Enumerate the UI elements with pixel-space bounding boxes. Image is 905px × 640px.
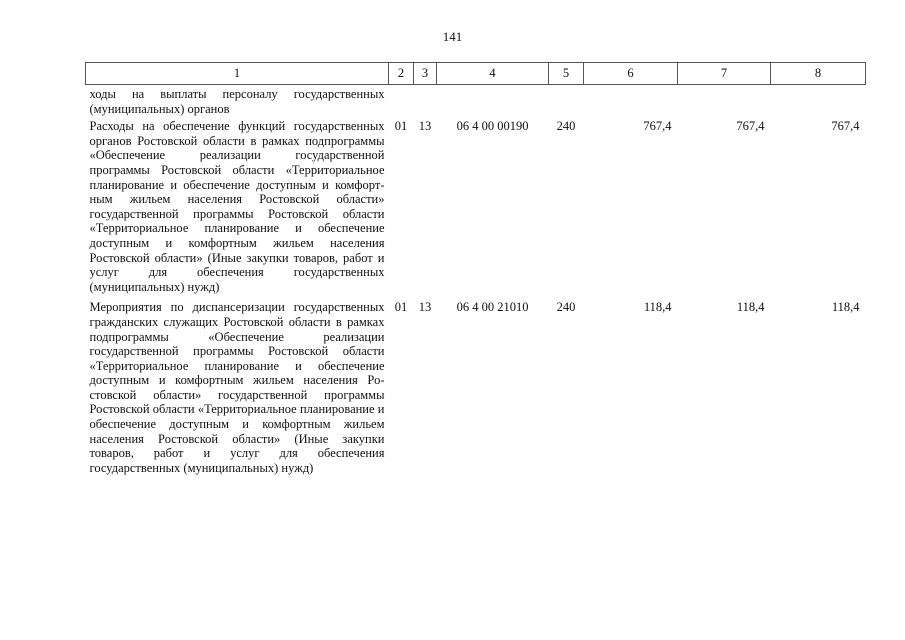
subsection-code: 13	[418, 119, 432, 134]
empty-cell	[584, 85, 678, 117]
column-header-7: 7	[678, 63, 771, 85]
empty-cell	[678, 85, 771, 117]
column-header-5: 5	[549, 63, 584, 85]
table-row-continued	[86, 85, 866, 117]
amount-col6: 118,4	[643, 300, 672, 315]
expense-type-code: 240	[556, 300, 576, 315]
empty-cell	[771, 85, 866, 117]
amount-col8: 118,4	[831, 300, 860, 315]
subsection-code: 13	[418, 300, 432, 315]
amount-col8: 767,4	[831, 119, 860, 134]
row-description: Расходы на обеспечение функций государственных органов Ростовской области в рамках подпрограммы «Обеспечение реализации государственной программы Ростовской области «Территориальное планирование и обеспечение доступным и комфортным жильем населения Ростовской области» государственной программы Ростовской области «Территориальное планирование и обеспечение доступным и комфортным жильем населения Ростовской области» (Иные закупки товаров, работ и услуг для обеспечения государственных (муниципальных) нужд)	[89, 119, 385, 294]
empty-cell	[437, 85, 549, 117]
column-header-2: 2	[389, 63, 414, 85]
amount-col6: 767,4	[643, 119, 672, 134]
expense-type-code: 240	[556, 119, 576, 134]
target-article-code: 06 4 00 00190	[456, 119, 529, 134]
section-code: 01	[394, 300, 408, 315]
target-article-code: 06 4 00 21010	[456, 300, 529, 315]
section-code: 01	[394, 119, 408, 134]
page-number: 141	[442, 29, 463, 44]
row-description: ходы на выплаты персоналу государственных (муниципальных) органов	[89, 87, 385, 116]
amount-col7: 767,4	[736, 119, 765, 134]
table-header-row	[86, 63, 866, 85]
table-row	[86, 116, 866, 297]
column-header-3: 3	[414, 63, 437, 85]
column-header-6: 6	[584, 63, 678, 85]
empty-cell	[414, 85, 437, 117]
budget-table	[85, 62, 866, 478]
empty-cell	[549, 85, 584, 117]
row-description: Мероприятия по диспансеризации государственных гражданских служащих Ростовской области в рамках подпрограммы «Обеспечение реализации государственной программы Ростовской области «Территориальное планирование и обеспечение доступным и комфортным жильем населения Ростовской области» государственной программы Ростовской области «Территориальное планирование и обеспечение доступным и комфортным жильем населения Ростовской области» (Иные закупки товаров, работ и услуг для обеспечения государственных (муниципальных) нужд)	[89, 300, 385, 475]
column-header-4: 4	[437, 63, 549, 85]
column-header-8: 8	[771, 63, 866, 85]
amount-col7: 118,4	[736, 300, 765, 315]
table-row	[86, 297, 866, 478]
empty-cell	[389, 85, 414, 117]
column-header-1: 1	[86, 63, 389, 85]
